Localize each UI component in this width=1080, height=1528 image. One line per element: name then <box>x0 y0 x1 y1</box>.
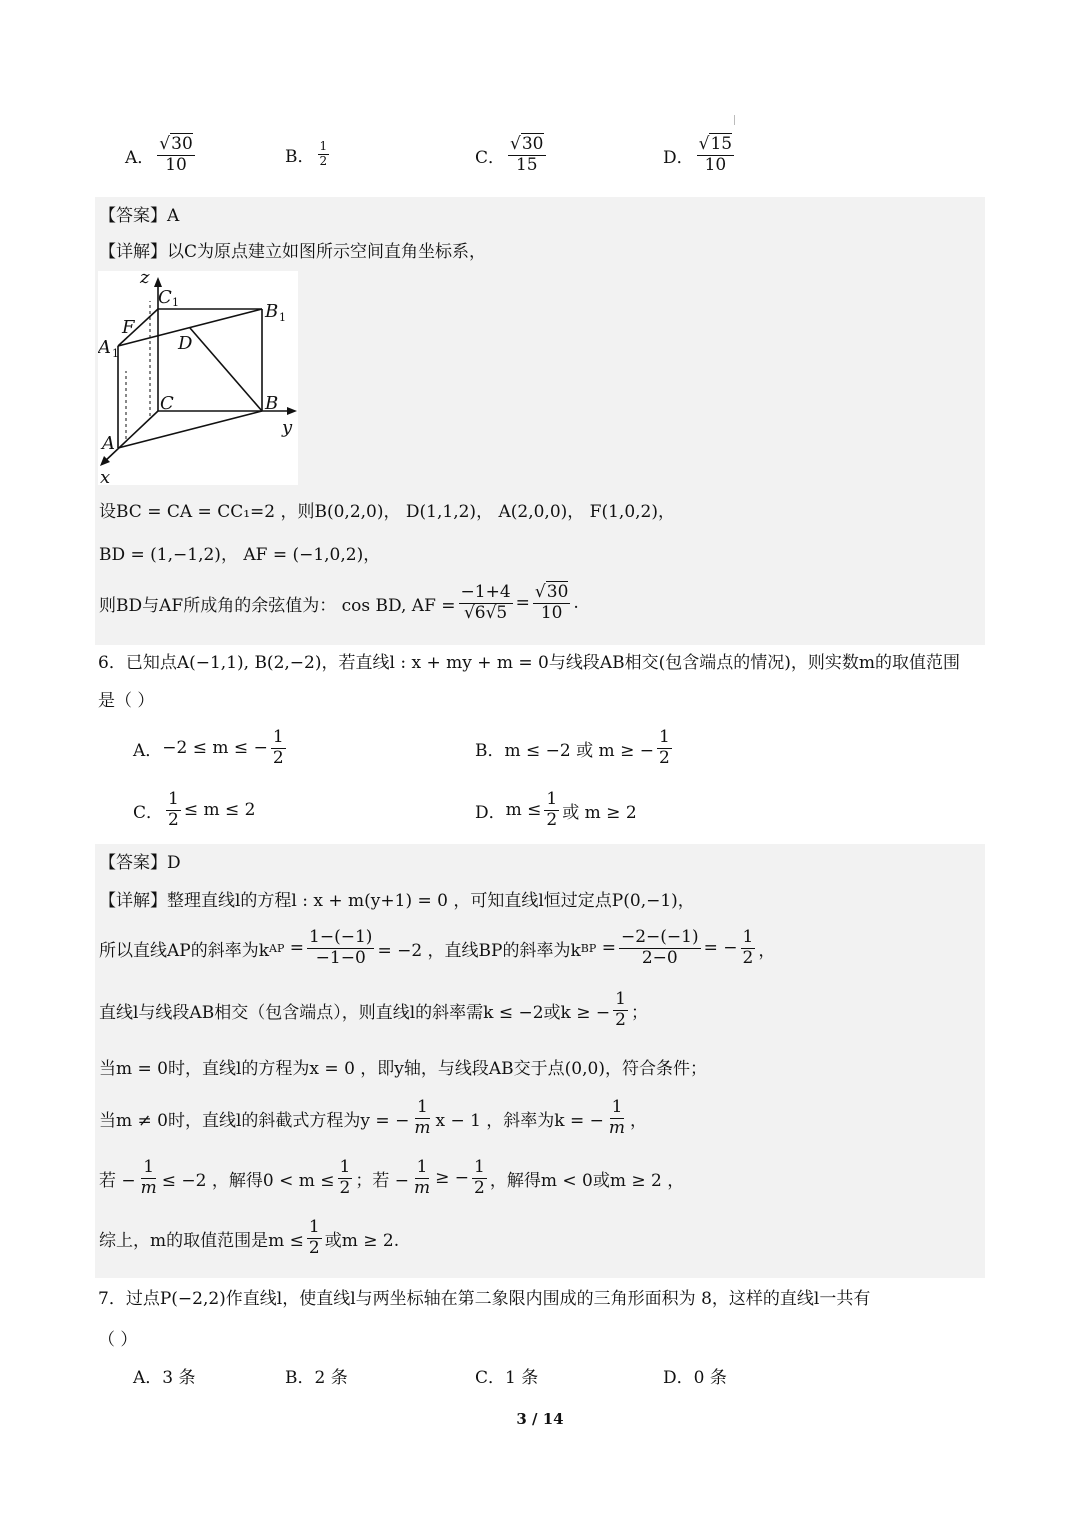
q5-option-a <box>125 135 198 175</box>
denominator: 10 <box>165 154 187 175</box>
option-text: m ≤ −2 或 m ≥ − <box>504 740 654 761</box>
half-fraction <box>472 1158 487 1198</box>
vertex-c-label: C <box>160 393 174 414</box>
one-over-m-fraction <box>412 1098 432 1138</box>
cosine-text: 则BD与AF所成角的余弦值为： cos BD, AF = <box>99 595 456 616</box>
detail-line-1: 【详解】整理直线l的方程l : x + m(y+1) = 0 ，可知直线l恒过定点P(0,−1)， <box>99 891 695 911</box>
text: 综上，m的取值范围是m ≤ <box>99 1230 304 1251</box>
option-a-fraction: $\frac{√30}{10}$ <box>159 134 193 175</box>
vertex-b-label: B <box>265 393 279 414</box>
denominator: 15 <box>515 154 538 175</box>
axis-y-label: y <box>282 417 293 438</box>
coords-line: 设BC = CA = CC₁=2 ，则B(0,2,0)， D(1,1,2)， A(2,0,0)， F(1,0,2)， <box>99 502 675 522</box>
numerator: 1 <box>272 727 284 747</box>
half-fraction <box>613 990 628 1030</box>
vertex-f-label: F <box>122 317 135 338</box>
axis-x-label: x <box>100 467 111 485</box>
vertex-c1-label: C <box>158 287 172 308</box>
numerator: 1 <box>546 789 558 809</box>
denominator: 2 <box>319 153 328 168</box>
q6-option-b <box>475 728 675 768</box>
text: 若 − <box>99 1170 136 1191</box>
numerator: −2−(−1) <box>620 927 699 947</box>
option-label: B． <box>285 146 315 167</box>
numerator: −1+4 <box>460 582 511 602</box>
numerator: 1 <box>416 1097 428 1117</box>
denominator: 2 <box>308 1237 320 1258</box>
text: = −2 ，直线BP的斜率为k <box>377 940 581 961</box>
detail-line-5 <box>99 1098 647 1138</box>
denominator: m <box>414 1117 431 1138</box>
detail-line-7 <box>99 1218 399 1258</box>
denominator: 2 <box>168 809 179 830</box>
cosine-line: 则BD与AF所成角的余弦值为： cos BD, AF = $\frac{-1+4}{√6√5}$ = $\frac{√30}{10}$ . <box>99 582 579 623</box>
option-label: A． <box>125 147 155 168</box>
option-text: −2 ≤ m ≤ − <box>162 738 268 759</box>
detail-text: 以C为原点建立如图所示空间直角坐标系， <box>167 242 487 262</box>
option-label: A． <box>133 740 163 761</box>
numerator: 1 <box>742 927 754 947</box>
text: ，解得m < 0或m ≥ 2 ， <box>489 1170 685 1191</box>
vertex-b1-label: B <box>265 301 279 322</box>
axis-z-label: z <box>140 271 150 288</box>
q7-option-d: D．0 条 <box>663 1368 727 1388</box>
half-fraction <box>657 728 672 768</box>
one-over-m-fraction <box>607 1098 627 1138</box>
subscript: BP <box>580 941 597 955</box>
denominator: 2 <box>339 1177 351 1198</box>
page-number: 3 / 14 <box>516 1410 564 1428</box>
text: 当m ≠ 0时，直线l的斜截式方程为y = − <box>99 1110 410 1131</box>
answer-line: 【答案】A <box>99 206 180 226</box>
numerator: 1 <box>319 139 328 153</box>
q6-stem-line1: 6．已知点A(−1,1), B(2,−2)，若直线l : x + my + m = 0与线段AB相交(包含端点的情况)，则实数m的取值范围 <box>98 653 961 673</box>
denominator: −1−0 <box>315 947 366 968</box>
q5-option-c <box>475 135 549 175</box>
text: ≥ − <box>435 1168 470 1189</box>
numerator: 1 <box>474 1157 485 1177</box>
denominator: 2 <box>658 747 670 768</box>
prism-figure <box>98 271 298 485</box>
detail-line-3 <box>99 990 648 1030</box>
q7-option-a: A．3 条 <box>133 1368 196 1388</box>
text: ≤ −2 ，解得0 < m ≤ <box>161 1170 335 1191</box>
numerator: 1 <box>168 789 179 809</box>
numerator: 1 <box>611 1097 623 1117</box>
numerator: 1 <box>416 1157 428 1177</box>
text: ， <box>630 1110 648 1131</box>
subscript-c1: 1 <box>172 296 179 309</box>
vectors-line: BD = (1,−1,2)， AF = (−1,0,2)， <box>99 545 381 565</box>
option-text: m ≤ <box>505 800 542 821</box>
half-fraction <box>166 790 181 830</box>
numerator: 1 <box>615 989 626 1009</box>
option-b-fraction <box>318 140 330 169</box>
vertex-d-label: D <box>178 333 193 354</box>
q6-option-a <box>133 728 289 768</box>
half-fraction <box>338 1158 353 1198</box>
text: ；若 − <box>355 1170 410 1191</box>
detail-line-6 <box>99 1158 684 1198</box>
option-text: 或 m ≥ 2 <box>562 802 637 823</box>
numerator: 30 <box>171 134 193 154</box>
option-c-fraction: $\frac{√30}{15}$ <box>510 134 544 175</box>
denominator: 10 <box>540 602 563 623</box>
q6-stem-line2: 是（ ） <box>98 691 155 711</box>
q7-stem-line1: 7．过点P(−2,2)作直线l，使直线l与两坐标轴在第二象限内围成的三角形面积为 8，这样的直线l一共有 <box>98 1289 871 1309</box>
numerator: 1 <box>143 1157 155 1177</box>
subscript-a1: 1 <box>112 347 119 360</box>
q6-option-c <box>133 790 255 830</box>
half-fraction <box>307 1218 322 1258</box>
text: x − 1 ，斜率为k = − <box>435 1110 604 1131</box>
q5-option-d <box>663 135 737 175</box>
denominator: 2 <box>272 747 284 768</box>
vertex-a-label: A <box>102 433 115 454</box>
option-label: D． <box>475 802 506 823</box>
prism-diagram <box>98 271 298 485</box>
slope-bp-fraction <box>619 928 701 968</box>
subscript: AP <box>269 941 285 955</box>
denominator: 2 <box>742 947 754 968</box>
option-d-fraction: $\frac{√15}{10}$ <box>698 134 733 175</box>
q7-option-b: B．2 条 <box>285 1368 348 1388</box>
denominator: 2 <box>546 809 558 830</box>
denominator: 2−0 <box>641 947 678 968</box>
half-fraction <box>741 928 756 968</box>
denominator: m <box>414 1177 431 1198</box>
denominator: m <box>140 1177 157 1198</box>
option-label: D． <box>663 147 694 168</box>
option-label: C． <box>475 147 506 168</box>
one-over-m-fraction <box>139 1158 159 1198</box>
slope-ap-fraction <box>307 928 374 968</box>
text: 或m ≥ 2. <box>324 1230 400 1251</box>
option-label: C． <box>133 802 164 823</box>
answer-line: 【答案】D <box>99 853 181 873</box>
one-over-m-fraction <box>412 1158 432 1198</box>
detail-line-4: 当m = 0时，直线l的方程为x = 0 ，即y轴，与线段AB交于点(0,0)，符合条件； <box>99 1059 707 1079</box>
numerator: 30 <box>546 582 569 602</box>
option-label: B． <box>475 740 505 761</box>
numerator: 1 <box>658 727 670 747</box>
numerator: 1 <box>339 1157 351 1177</box>
cosine-result-fraction: $\frac{√30}{10}$ <box>534 582 569 623</box>
half-fraction <box>544 790 559 830</box>
detail-line-2: 所以直线AP的斜率为k AP = $\frac{1-(-1)}{-1-0}$ = −2 ，直线BP的斜率为k BP = $\frac{-2-(-1)}{2-0}$ = − $\frac{1}{2}$ ， <box>99 927 776 968</box>
numerator: 15 <box>710 134 733 154</box>
denominator: 2 <box>474 1177 485 1198</box>
text: 所以直线AP的斜率为k <box>99 940 270 961</box>
denominator: 10 <box>704 154 727 175</box>
q7-option-c: C．1 条 <box>475 1368 539 1388</box>
cosine-fraction <box>459 583 513 623</box>
text: ； <box>630 1002 648 1023</box>
detail-tag: 【详解】 <box>99 242 167 262</box>
q6-option-d <box>475 790 637 830</box>
margin-mark <box>734 115 735 125</box>
text: 直线l与线段AB相交（包含端点），则直线l的斜率需k ≤ −2或k ≥ − <box>99 1002 611 1023</box>
numerator: 1 <box>308 1217 320 1237</box>
denominator: 2 <box>615 1009 626 1030</box>
q5-option-b <box>285 140 332 169</box>
option-text: ≤ m ≤ 2 <box>183 800 256 821</box>
text: = − <box>703 938 738 959</box>
subscript-b1: 1 <box>279 311 286 324</box>
numerator: 30 <box>521 134 544 154</box>
vertex-a1-label: A <box>98 337 111 358</box>
q5-answer-section <box>95 197 985 645</box>
half-fraction <box>271 728 286 768</box>
detail-line <box>99 237 486 262</box>
numerator: 1−(−1) <box>309 927 373 947</box>
q7-stem-line2: （ ） <box>98 1330 138 1350</box>
text: ， <box>758 940 776 961</box>
denominator: m <box>608 1117 626 1138</box>
denominator: √6√5 <box>463 602 508 623</box>
q6-answer-section <box>95 844 985 1278</box>
